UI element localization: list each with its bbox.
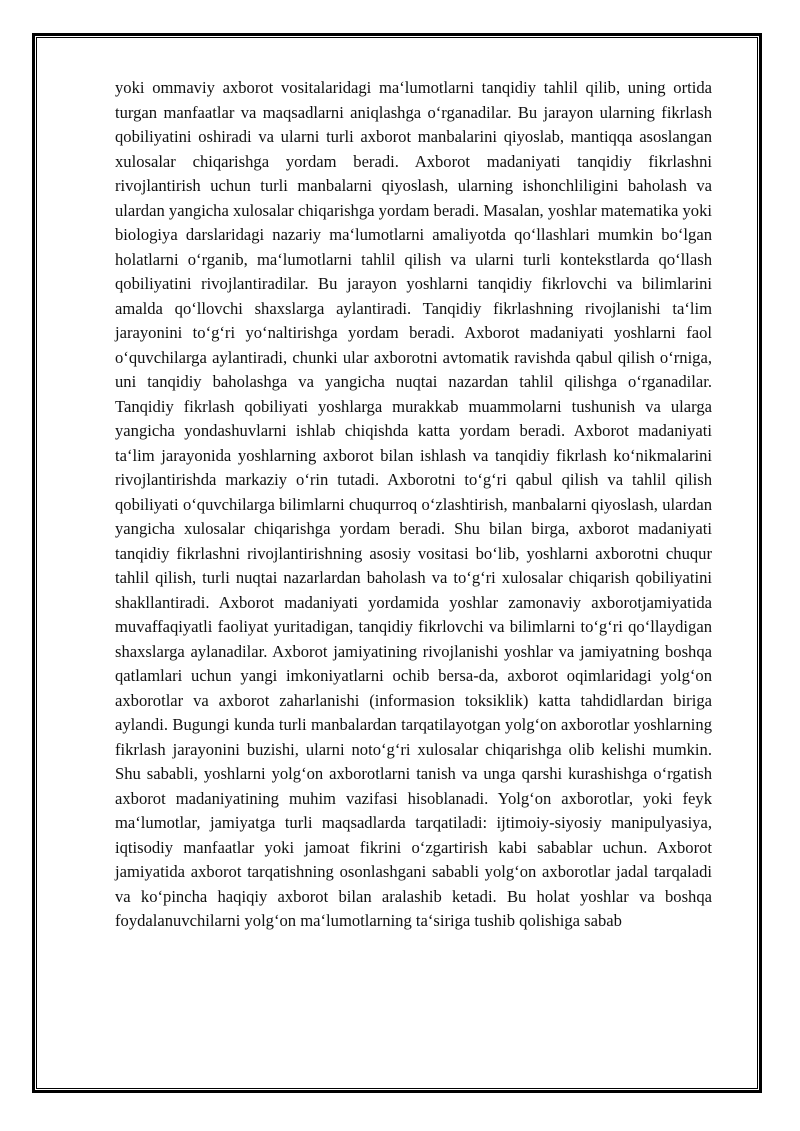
body-paragraph: yoki ommaviy axborot vositalaridagi ma‘lumotlarni tanqidiy tahlil qilib, uning ortida turgan manfaatlar va maqsadlarni aniqlashga o‘rganadilar. Bu jarayon ularning fikrlash qobiliyatini oshiradi va ularni turli axborot manbalarini qiyoslab, mantiqqa asoslangan xulosalar chiqarishga yordam beradi. Axborot madaniyati tanqidiy fikrlashni rivojlantirish uchun turli manbalarni qiyoslash, ularning ishonchliligini baholash va ulardan yangicha xulosalar chiqarishga yordam beradi. Masalan, yoshlar matematika yoki biologiya darslaridagi nazariy ma‘lumotlarni amaliyotda qo‘llashlari mumkin bo‘lgan holatlarni o‘rganib, ma‘lumotlarni tahlil qilish va ularni turli kontekstlarda qo‘llash qobiliyatini rivojlantiradilar. Bu jarayon yoshlarni tanqidiy fikrlovchi va bilimlarini amalda qo‘llovchi shaxslarga aylantiradi. Tanqidiy fikrlashning rivojlanishi ta‘lim jarayonini to‘g‘ri yo‘naltirishga yordam beradi. Axborot madaniyati yoshlarni faol o‘quvchilarga aylantiradi, chunki ular axborotni avtomatik ravishda qabul qilish o‘rniga, uni tanqidiy baholashga va yangicha nuqtai nazardan tahlil qilishga o‘rganadilar. Tanqidiy fikrlash qobiliyati yoshlarga murakkab muammolarni tushunish va ularga yangicha yondashuvlarni ishlab chiqishda katta yordam beradi. Axborot madaniyati ta‘lim jarayonida yoshlarning axborot bilan ishlash va tanqidiy fikrlash ko‘nikmalarini rivojlantirishda markaziy o‘rin tutadi. Axborotni to‘g‘ri qabul qilish va tahlil qilish qobiliyati o‘quvchilarga bilimlarni chuqurroq o‘zlashtirish, manbalarni qiyoslash, ulardan yangicha xulosalar chiqarishga yordam beradi. Shu bilan birga, axborot madaniyati tanqidiy fikrlashni rivojlantirishning asosiy vositasi bo‘lib, yoshlarni axborotni chuqur tahlil qilish, turli nuqtai nazarlardan baholash va to‘g‘ri xulosalar chiqarish qobiliyatini shakllantiradi. Axborot madaniyati yordamida yoshlar zamonaviy axborotjamiyatida muvaffaqiyatli faoliyat yuritadigan, tanqidiy fikrlovchi va bilimlarni to‘g‘ri qo‘llaydigan shaxslarga aylanadilar. Axborot jamiyatining rivojlanishi yoshlar va jamiyatning boshqa qatlamlari uchun yangi imkoniyatlarni ochib bersa-da, axborot oqimlaridagi yolg‘on axborotlar va axborot zaharlanishi (informasion toksiklik) katta tahdidlardan biriga aylandi. Bugungi kunda turli manbalardan tarqatilayotgan yolg‘on axborotlar yoshlarning fikrlash jarayonini buzishi, ularni noto‘g‘ri xulosalar chiqarishga olib kelishi mumkin. Shu sababli, yoshlarni yolg‘on axborotlarni tanish va unga qarshi kurashishga o‘rgatish axborot madaniyatining muhim vazifasi hisoblanadi. Yolg‘on axborotlar, yoki feyk ma‘lumotlar, jamiyatga turli maqsadlarda tarqatiladi: ijtimoiy-siyosiy manipulyasiya, iqtisodiy manfaatlar yoki jamoat fikrini o‘zgartirish kabi sabablar uchun. Axborot jamiyatida axborot tarqatishning osonlashgani sababli yolg‘on axborotlar jadal tarqaladi va ko‘pincha haqiqiy axborot bilan aralashib ketadi. Bu holat yoshlar va boshqa foydalanuvchilarni yolg‘on ma‘lumotlarning ta‘siriga tushib qolishiga sabab bbox=[115, 78, 712, 930]
